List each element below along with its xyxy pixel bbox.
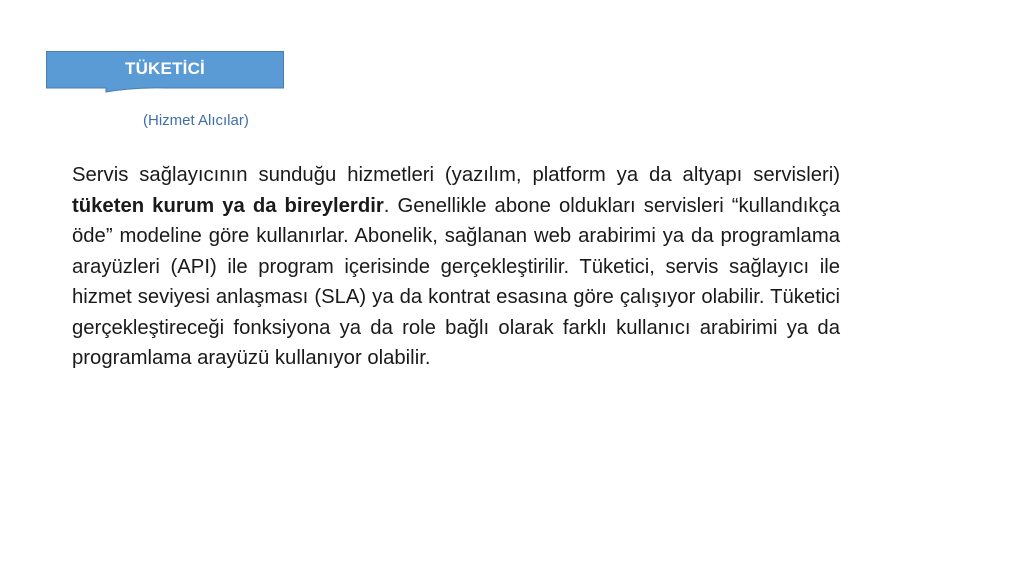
subtitle: (Hizmet Alıcılar) xyxy=(143,112,249,129)
body-text-bold: tüketen kurum ya da bireylerdir xyxy=(72,194,384,217)
body-paragraph xyxy=(72,160,840,374)
tag-label: TÜKETİCİ xyxy=(125,59,205,78)
body-text-start: Servis sağlayıcının sunduğu hizmetleri (yazılım, platform ya da altyapı servisleri) xyxy=(72,164,840,186)
body-text-end: . Genellikle abone oldukları servisleri “kullandıkça öde” modeline göre kullanırlar. Abonelik, sağlanan web arabirimi ya da programlama arayüzleri (API) ile program içerisinde gerçekleştirilir. Tüketici, servis sağlayıcı ile hizmet seviyesi anlaşması (SLA) ya da kontrat esasına göre çalışıyor olabilir. Tüketici gerçekleştireceği fonksiyona ya da role bağlı olarak farklı kullanıcı arabirimi ya da programlama arayüzü kullanıyor olabilir. xyxy=(72,194,840,369)
title-tag xyxy=(46,51,284,89)
